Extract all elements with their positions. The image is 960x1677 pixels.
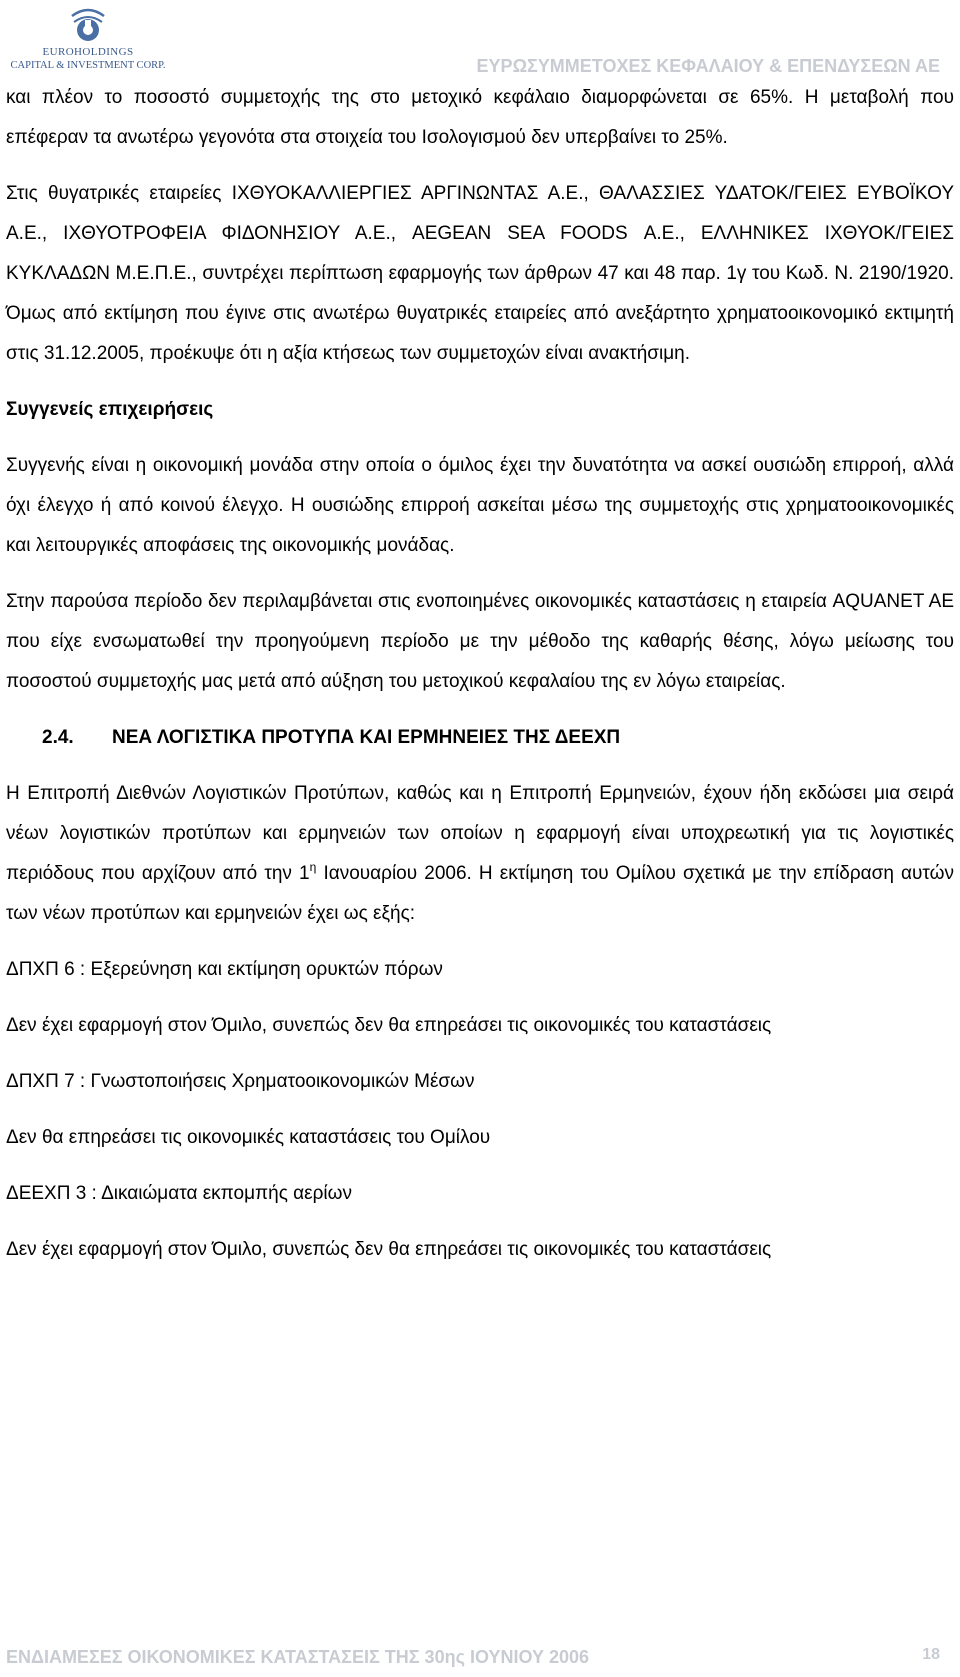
paragraph-shareholding: και πλέον το ποσοστό συμμετοχής της στο μετοχικό κεφάλαιο διαμορφώνεται σε 65%. Η μεταβολή που επέφεραν τα ανωτέρω γεγονότα στα στοιχεία του Ισολογισμού δεν υπερβαίνει το 25%. xyxy=(6,87,954,148)
paragraph-subsidiaries: Στις θυγατρικές εταιρείες ΙΧΘΥΟΚΑΛΛΙΕΡΓΙΕΣ ΑΡΓΙΝΩΝΤΑΣ Α.Ε., ΘΑΛΑΣΣΙΕΣ ΥΔΑΤΟΚ/ΓΕΙΕΣ ΕΥΒΟΪΚΟΥ Α.Ε., ΙΧΘΥΟΤΡΟΦΕΙΑ ΦΙΔΟΝΗΣΙΟΥ Α.Ε., AEGEAN SEA FOODS Α.Ε., ΕΛΛΗΝΙΚΕΣ ΙΧΘΥΟΚ/ΓΕΙΕΣ ΚΥΚΛΑΔΩΝ Μ.Ε.Π.Ε., συντρέχει περίπτωση εφαρμογής των άρθρων 47 και 48 παρ. 1γ του Κωδ. Ν. 2190/1920. Όμως από εκτίμηση που έγινε στις ανωτέρω θυγατρικές εταιρείες από ανεξάρτητο χρηματοοικονομικό εκτιμητή στις 31.12.2005, προέκυψε ότι η αξία κτήσεως των συμμετοχών είναι ανακτήσιμη. xyxy=(6,183,954,364)
page-header xyxy=(0,0,960,88)
item-ifrs7-text: Δεν θα επηρεάσει τις οικονομικές καταστάσεις του Ομίλου xyxy=(6,1127,491,1148)
section-heading xyxy=(6,718,954,758)
item-ifrs6-title: ΔΠΧΠ 6 : Εξερεύνηση και εκτίμηση ορυκτών πόρων xyxy=(6,959,443,980)
paragraph-new-standards-part1: Η Επιτροπή Διεθνών Λογιστικών Προτύπων, καθώς και η Επιτροπή Ερμηνειών, έχουν ήδη εκδώσει μια σειρά νέων λογιστικών προτύπων και ερμηνειών των οποίων η εφαρμογή είναι υποχρεωτική για τις λογιστικές περιόδους που αρχίζουν από την 1 xyxy=(6,783,954,884)
paragraph-new-standards-part2: Ιανουαρίου 2006. Η εκτίμηση του Ομίλου σχετικά με την επίδραση αυτών των νέων προτύπων και ερμηνειών έχει ως εξής: xyxy=(6,863,954,924)
company-logo xyxy=(8,6,168,72)
item-ifrs6-text: Δεν έχει εφαρμογή στον Όμιλο, συνεπώς δεν θα επηρεάσει τις οικονομικές του καταστάσεις xyxy=(6,1015,772,1036)
item-ifrs7-title: ΔΠΧΠ 7 : Γνωστοποιήσεις Χρηματοοικονομικών Μέσων xyxy=(6,1071,475,1092)
logo-subtitle: CAPITAL & INVESTMENT CORP. xyxy=(10,60,166,71)
document-body xyxy=(6,78,954,1270)
company-name: ΕΥΡΩΣΥΜΜΕΤΟΧΕΣ ΚΕΦΑΛΑΙΟΥ & ΕΠΕΝΔΥΣΕΩΝ ΑΕ xyxy=(476,56,940,76)
logo-name: EUROHOLDINGS xyxy=(42,46,134,58)
item-ifric3-text: Δεν έχει εφαρμογή στον Όμιλο, συνεπώς δεν θα επηρεάσει τις οικονομικές του καταστάσεις xyxy=(6,1239,772,1260)
paragraph-associates-definition: Συγγενής είναι η οικονομική μονάδα στην οποία ο όμιλος έχει την δυνατότητα να ασκεί ουσιώδη επιρροή, αλλά όχι έλεγχο ή από κοινού έλεγχο. Η ουσιώδης επιρροή ασκείται μέσω της συμμετοχής στις χρηματοοικονομικές και λειτουργικές αποφάσεις της οικονομικής μονάδας. xyxy=(6,455,954,556)
page-number: 18 xyxy=(922,1646,940,1663)
footer-title: ΕΝΔΙΑΜΕΣΕΣ ΟΙΚΟΝΟΜΙΚΕΣ ΚΑΤΑΣΤΑΣΕΙΣ ΤΗΣ 30ης ΙΟΥΝΙΟΥ 2006 xyxy=(6,1647,589,1667)
paragraph-new-standards xyxy=(6,774,954,934)
item-ifric3-title: ΔΕΕΧΠ 3 : Δικαιώματα εκπομπής αερίων xyxy=(6,1183,352,1204)
section-title: ΝΕΑ ΛΟΓΙΣΤΙΚΑ ΠΡΟΤΥΠΑ ΚΑΙ ΕΡΜΗΝΕΙΕΣ ΤΗΣ ΔΕΕΧΠ xyxy=(112,727,621,748)
paragraph-aquanet: Στην παρούσα περίοδο δεν περιλαμβάνεται στις ενοποιημένες οικονομικές καταστάσεις η εταιρεία AQUANET AE που είχε ενσωματωθεί την προηγούμενη περίοδο με την μέθοδο της καθαρής θέσης, λόγω μείωσης του ποσοστού συμμετοχής μας μετά από αύξηση του μετοχικού κεφαλαίου της εν λόγω εταιρείας. xyxy=(6,591,954,692)
euroholdings-emblem-icon xyxy=(66,6,110,44)
section-number: 2.4. xyxy=(42,727,74,748)
heading-associates: Συγγενείς επιχειρήσεις xyxy=(6,399,214,420)
ordinal-superscript: η xyxy=(309,860,317,874)
